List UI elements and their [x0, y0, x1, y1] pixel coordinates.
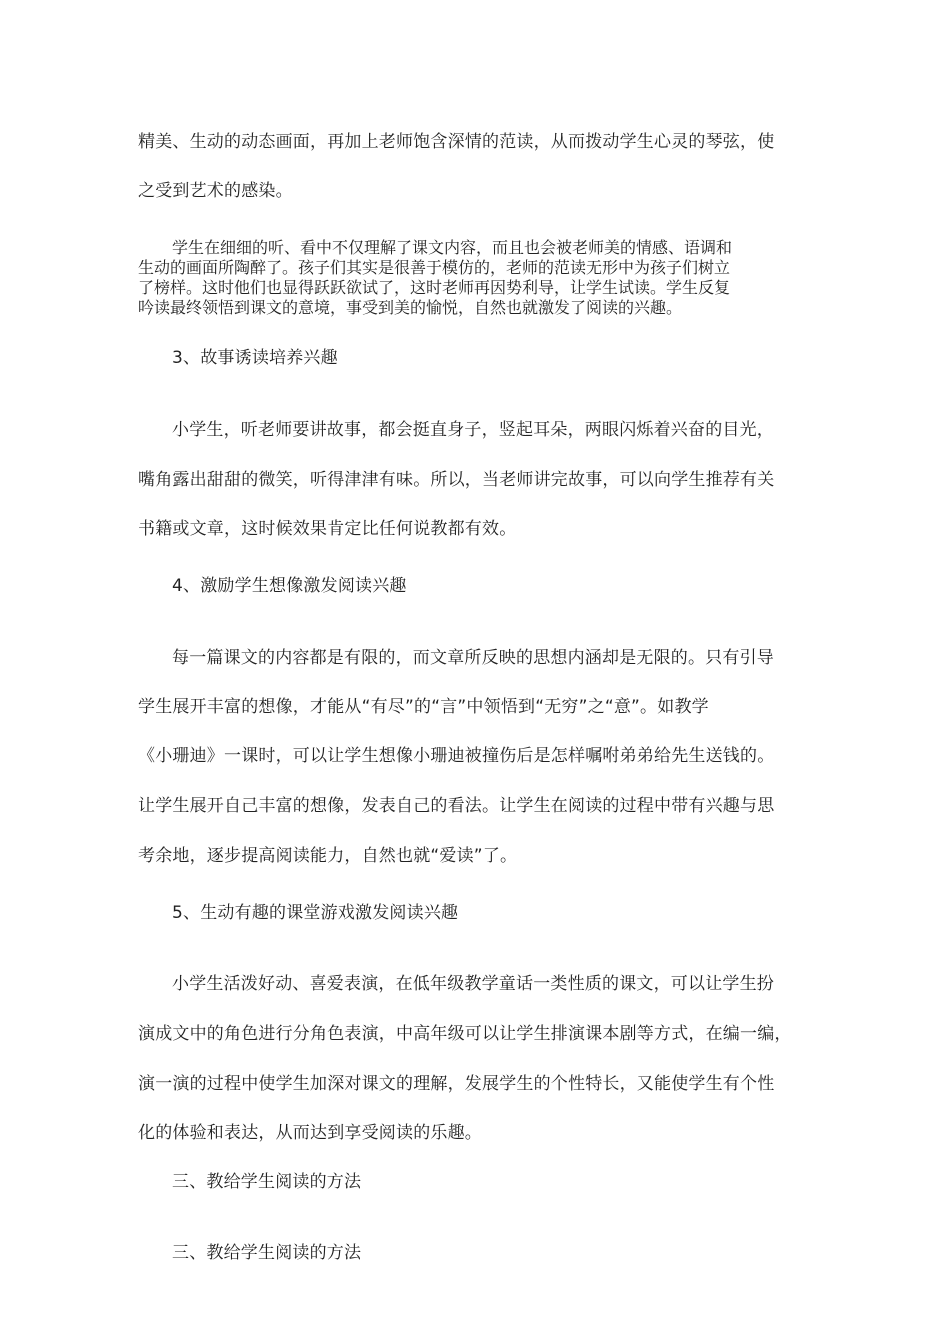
section-heading: 3、故事诱读培养兴趣 — [172, 348, 338, 368]
paragraph-line: 了榜样。这时他们也显得跃跃欲试了，这时老师再因势利导，让学生试读。学生反复 — [138, 278, 731, 297]
section-heading: 4、激励学生想像激发阅读兴趣 — [172, 576, 407, 596]
section-heading: 三、教给学生阅读的方法 — [172, 1172, 362, 1192]
paragraph-line: 嘴角露出甜甜的微笑，听得津津有味。所以，当老师讲完故事，可以向学生推荐有关 — [138, 470, 775, 490]
section-heading: 5、生动有趣的课堂游戏激发阅读兴趣 — [172, 903, 459, 923]
paragraph-line: 吟读最终领悟到课文的意境，事受到美的愉悦，自然也就激发了阅读的兴趣。 — [138, 298, 683, 317]
paragraph-line: 考余地，逐步提高阅读能力，自然也就“爱读”了。 — [138, 846, 518, 866]
paragraph-line: 演成文中的角色进行分角色表演，中高年级可以让学生排演课本剧等方式，在编一编， — [138, 1024, 792, 1044]
paragraph-line: 小学生，听老师要讲故事，都会挺直身子，竖起耳朵，两眼闪烁着兴奋的目光， — [172, 420, 774, 440]
paragraph-line: 学生在细细的听、看中不仅理解了课文内容，而且也会被老师美的情感、语调和 — [172, 238, 733, 257]
paragraph-line: 每一篇课文的内容都是有限的，而文章所反映的思想内涵却是无限的。只有引导 — [172, 648, 774, 668]
paragraph-line: 生动的画面所陶醉了。孩子们其实是很善于模仿的，老师的范读无形中为孩子们树立 — [138, 258, 731, 277]
paragraph-line: 书籍或文章，这时候效果肯定比任何说教都有效。 — [138, 519, 517, 539]
paragraph-line: 精美、生动的动态画面，再加上老师饱含深情的范读，从而拨动学生心灵的琴弦，使 — [138, 132, 775, 152]
paragraph-line: 化的体验和表达，从而达到享受阅读的乐趣。 — [138, 1123, 482, 1143]
paragraph-line: 《小珊迪》一课时，可以让学生想像小珊迪被撞伤后是怎样嘱咐弟弟给先生送钱的。 — [138, 746, 775, 766]
paragraph-line: 之受到艺术的感染。 — [138, 181, 293, 201]
paragraph-line: 学生展开丰富的想像，才能从“有尽”的“言”中领悟到“无穷”之“意”。如教学 — [138, 697, 709, 717]
paragraph-line: 小学生活泼好动、喜爱表演，在低年级教学童话一类性质的课文，可以让学生扮 — [172, 974, 774, 994]
section-heading: 三、教给学生阅读的方法 — [172, 1243, 362, 1263]
paragraph-line: 演一演的过程中使学生加深对课文的理解，发展学生的个性特长，又能使学生有个性 — [138, 1074, 775, 1094]
paragraph-line: 让学生展开自己丰富的想像，发表自己的看法。让学生在阅读的过程中带有兴趣与思 — [138, 796, 775, 816]
